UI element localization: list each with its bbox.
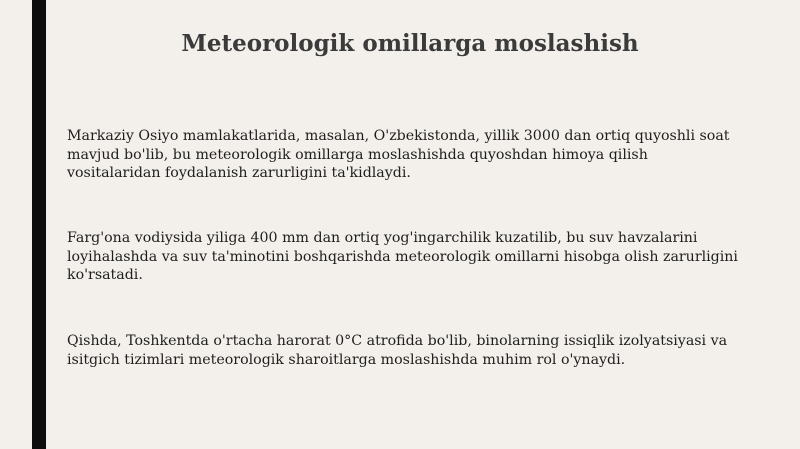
paragraph-sunshine: Markaziy Osiyo mamlakatlarida, masalan, O'zbekistonda, yillik 3000 dan ortiq quyoshli soat mavjud bo'lib, bu meteorologik omillarga moslashishda quyoshdan himoya qilish vositalaridan foydalanish zarurligini ta'kidlaydi. — [67, 128, 730, 181]
slide-title: Meteorologik omillarga moslashish — [181, 30, 639, 57]
paragraph-winter-temperature: Qishda, Toshkentda o'rtacha harorat 0°C atrofida bo'lib, binolarning issiqlik izolyatsiyasi va isitgich tizimlari meteorologik sharoitlarga moslashishda muhim rol o'ynaydi. — [67, 333, 728, 368]
accent-bar — [32, 0, 46, 449]
paragraph-precipitation: Farg'ona vodiysida yiliga 400 mm dan ortiq yog'ingarchilik kuzatilib, bu suv havzalarini loyihalashda va suv ta'minotini boshqarishda meteorologik omillarni hisobga olish zarurligini ko'rsatadi. — [67, 230, 738, 283]
